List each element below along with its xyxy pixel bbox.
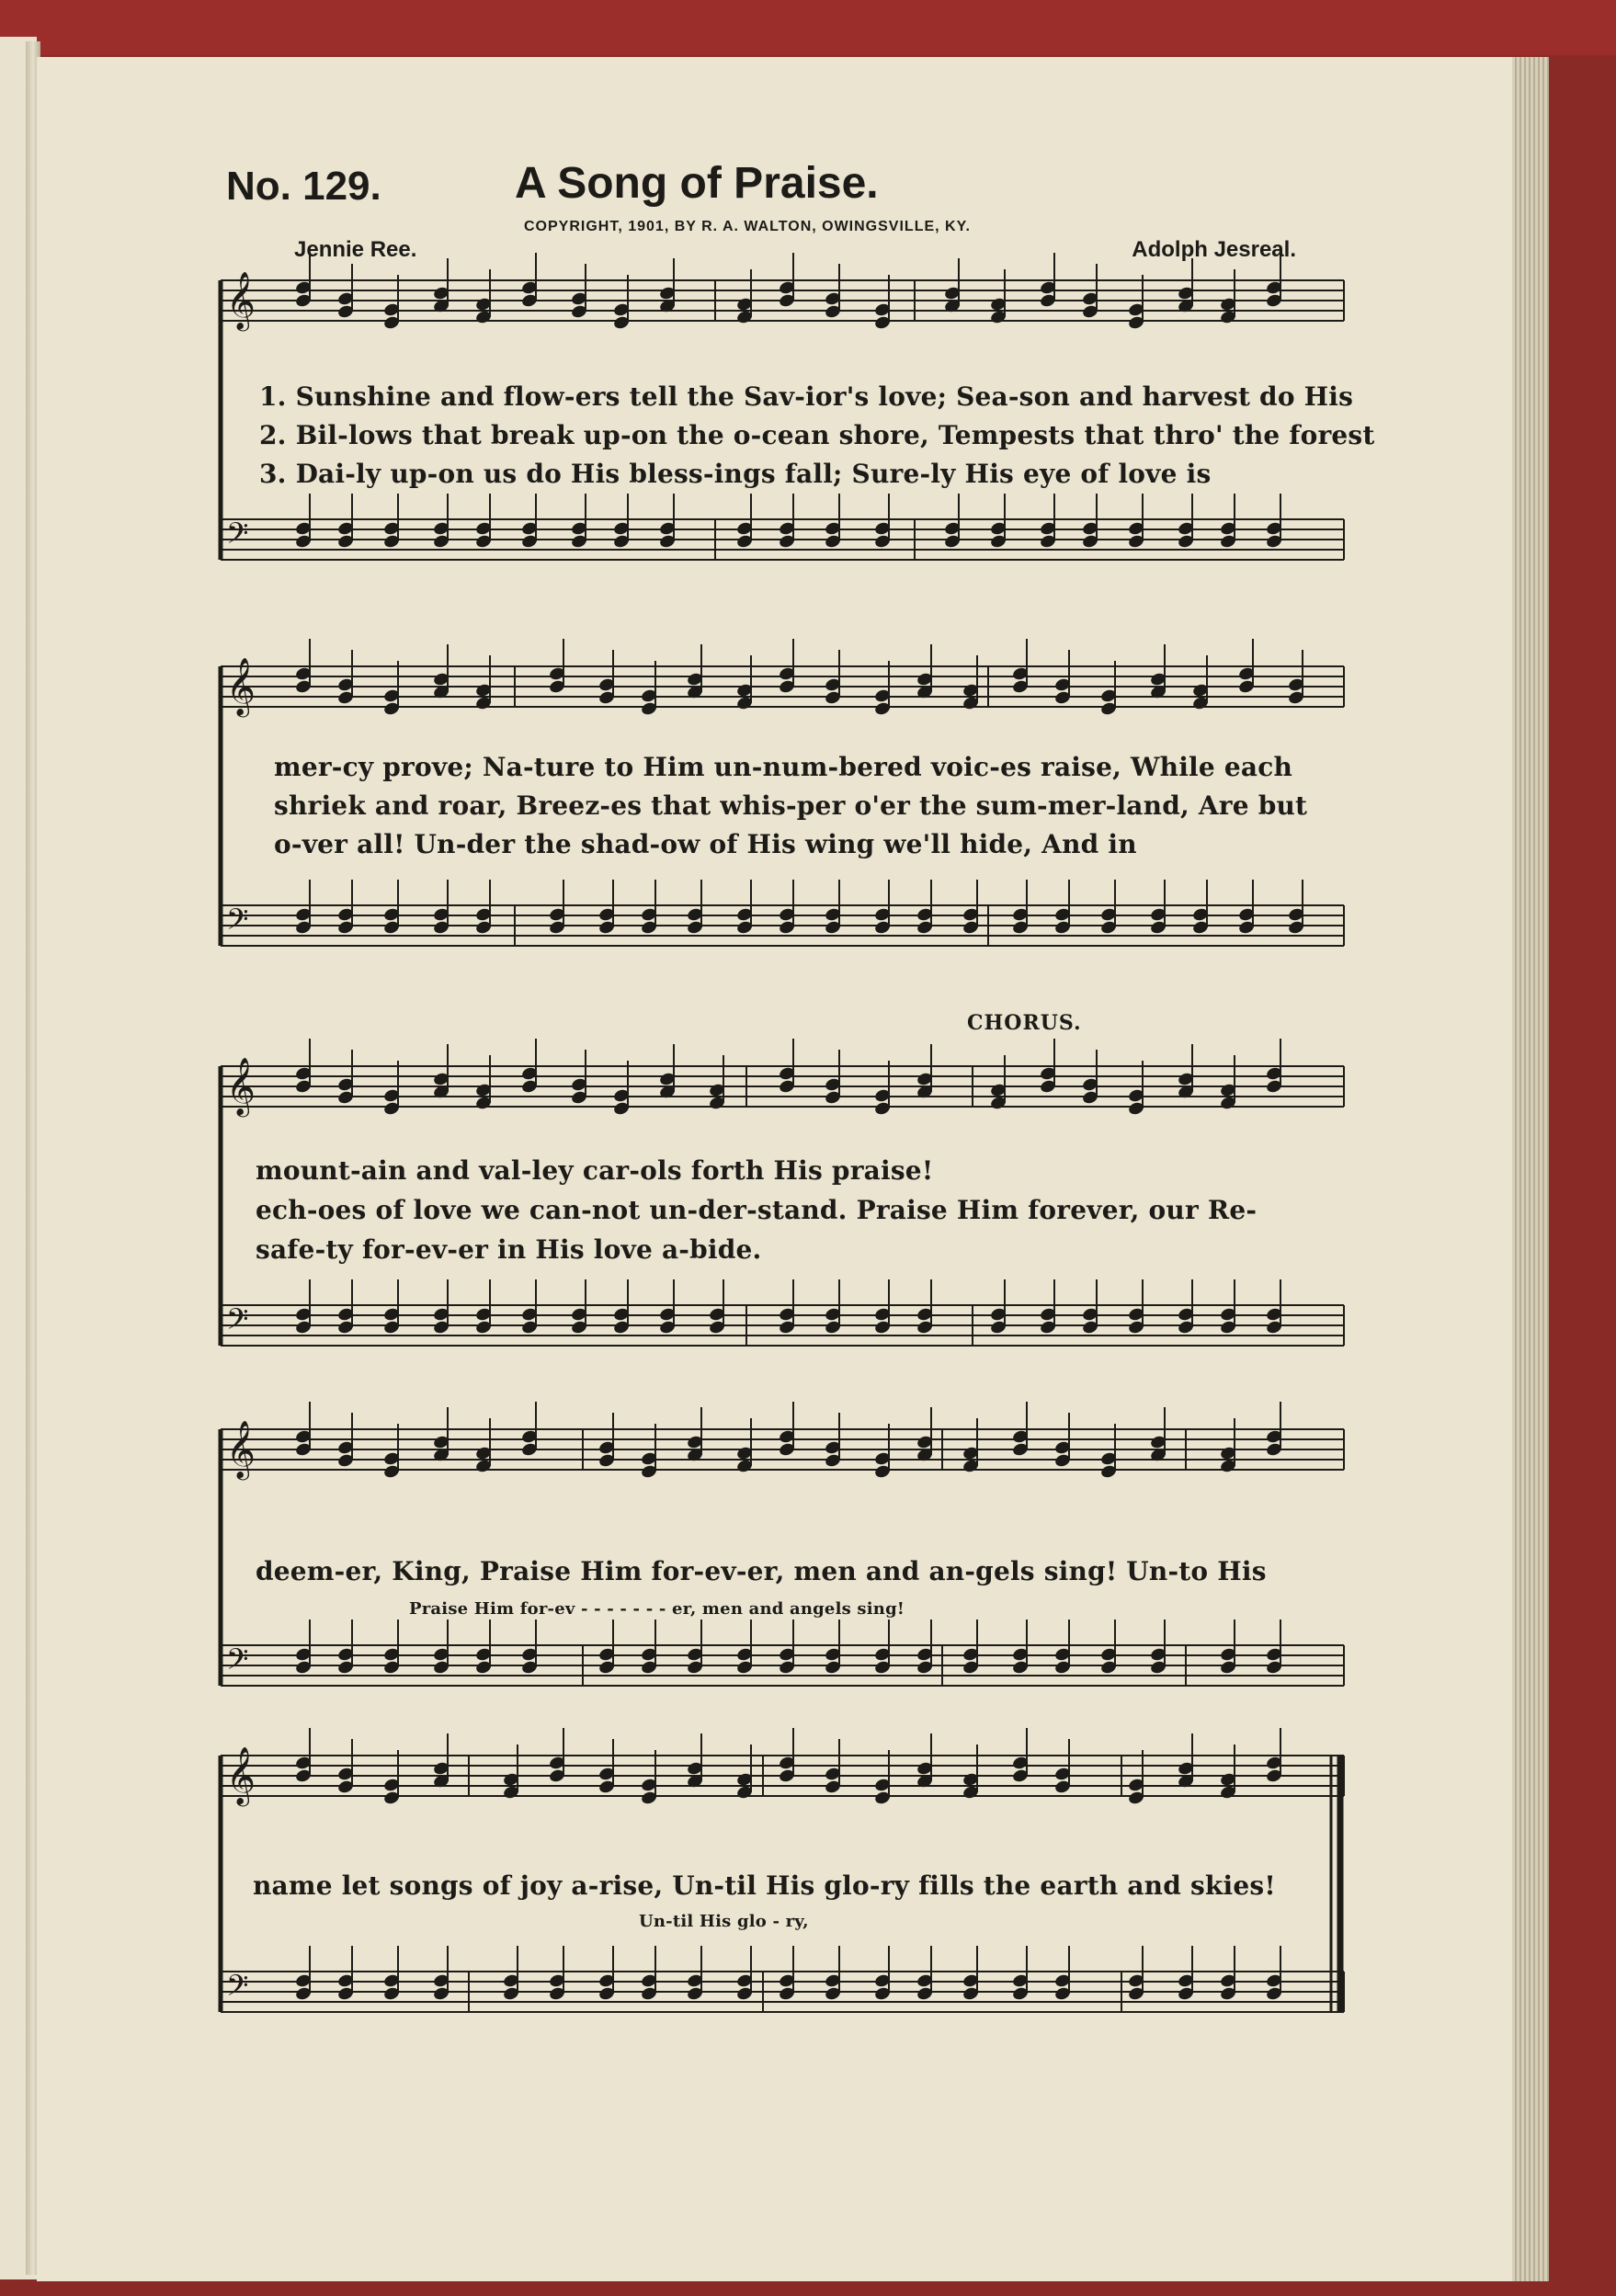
bass-clef-icon: 𝄢	[226, 517, 249, 557]
treble-clef-icon: 𝄞	[226, 657, 256, 715]
lyric-s3-verse1: mount-ain and val-ley car-ols forth His praise!	[256, 1155, 934, 1186]
lyric-s3-verse3: safe-ty for-ev-er in His love a-bide.	[256, 1234, 762, 1265]
lyric-s4-chorus: deem-er, King, Praise Him for-ev-er, men and an-gels sing! Un-to His	[256, 1556, 1267, 1586]
bass-clef-icon: 𝄢	[226, 1302, 249, 1343]
bass-clef-icon: 𝄢	[226, 1969, 249, 2009]
bass-clef-icon: 𝄢	[226, 903, 249, 943]
lyric-s4-bass: Praise Him for-ev - - - - - - - er, men and angels sing!	[409, 1599, 905, 1619]
chorus-label: CHORUS.	[967, 1011, 1082, 1035]
lyric-s5-chorus: name let songs of joy a-rise, Un-til His glo-ry fills the earth and skies!	[253, 1870, 1276, 1901]
lyricist-credit: Jennie Ree.	[294, 237, 417, 262]
lyric-s2-verse3: o-ver all! Un-der the shad-ow of His wing we'll hide, And in	[274, 829, 1137, 859]
treble-clef-icon: 𝄞	[226, 1746, 256, 1804]
copyright-notice: COPYRIGHT, 1901, BY R. A. WALTON, OWINGSVILLE, KY.	[524, 219, 971, 234]
treble-clef-icon: 𝄞	[226, 1057, 256, 1115]
lyric-s1-verse1: 1. Sunshine and flow-ers tell the Sav-ior's love; Sea-son and harvest do His	[259, 381, 1354, 412]
lyric-s1-verse3: 3. Dai-ly up-on us do His bless-ings fall; Sure-ly His eye of love is	[259, 459, 1212, 489]
lyric-s5-bass: Un-til His glo - ry,	[639, 1912, 809, 1931]
hymn-title: A Song of Praise.	[515, 159, 879, 208]
hymn-number: No. 129.	[226, 164, 381, 209]
lyric-s2-verse2: shriek and roar, Breez-es that whis-per o'er the sum-mer-land, Are but	[274, 790, 1308, 821]
hymn-header	[193, 156, 1333, 267]
lyric-s3-verse2: ech-oes of love we can-not un-der-stand. Praise Him forever, our Re-	[256, 1195, 1258, 1225]
lyric-s1-verse2: 2. Bil-lows that break up-on the o-cean shore, Tempests that thro' the forest	[259, 420, 1375, 450]
treble-clef-icon: 𝄞	[226, 1420, 256, 1478]
treble-clef-icon: 𝄞	[226, 271, 256, 329]
lyric-s2-verse1: mer-cy prove; Na-ture to Him un-num-bered voic-es raise, While each	[274, 752, 1293, 782]
bass-clef-icon: 𝄢	[226, 1642, 249, 1683]
composer-credit: Adolph Jesreal.	[1132, 237, 1296, 262]
